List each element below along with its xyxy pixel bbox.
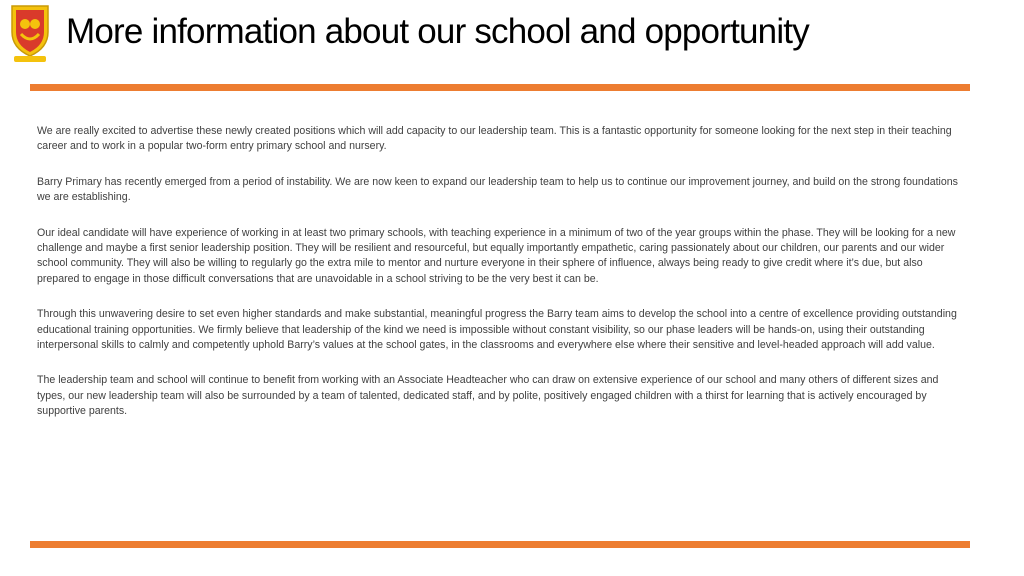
bottom-divider xyxy=(30,541,970,548)
paragraph-ideal-candidate: Our ideal candidate will have experience of working in at least two primary schools, with teaching experience in a minimum of two of the year groups within the phase. They will be looking for a new challenge and maybe a first senior leadership position. They will be resilient and resourceful, but equally importantly empathetic, caring passionately about our children, our parents and our wider school community. They will also be willing to regularly go the extra mile to mentor and nurture everyone in their sphere of influence, always being ready to give credit where it’s due, but also prepared to engage in those difficult conversations that are unavoidable in a school striving to be the very best it can be. xyxy=(37,226,956,285)
school-crest-icon xyxy=(8,2,52,64)
school-logo xyxy=(8,2,52,64)
paragraph-vision: Through this unwavering desire to set even higher standards and make substantial, meaningful progress the Barry team aims to develop the school into a centre of excellence providing outstanding educational training opportunities. We firmly believe that leadership of the kind we need is impossible without constant visibility, so our phase leaders will be hands-on, using their outstanding interpersonal skills to calmly and competently uphold Barry’s values at the school gates, in the classrooms and everywhere else where their sensitive and level-headed approach will add value. xyxy=(37,308,957,352)
top-divider xyxy=(30,84,970,91)
paragraph-support: The leadership team and school will continue to benefit from working with an Associate Headteacher who can draw on extensive experience of our school and many others of different sizes and types, our new leadership team will also be surrounded by a team of talented, dedicated staff, and by polite, positively engaged children with a thirst for learning that is actively encouraged by supportive parents. xyxy=(37,374,939,418)
paragraph-intro: We are really excited to advertise these newly created positions which will add capacity to our leadership team. This is a fantastic opportunity for someone looking for the next step in their teaching career and to work in a popular two-form entry primary school and nursery. xyxy=(37,125,952,153)
slide-title: More information about our school and opportunity xyxy=(66,12,809,51)
paragraph-background: Barry Primary has recently emerged from a period of instability. We are now keen to expand our leadership team to help us to continue our improvement journey, and build on the strong foundations we are establishing. xyxy=(37,175,958,204)
content-body xyxy=(37,124,965,420)
